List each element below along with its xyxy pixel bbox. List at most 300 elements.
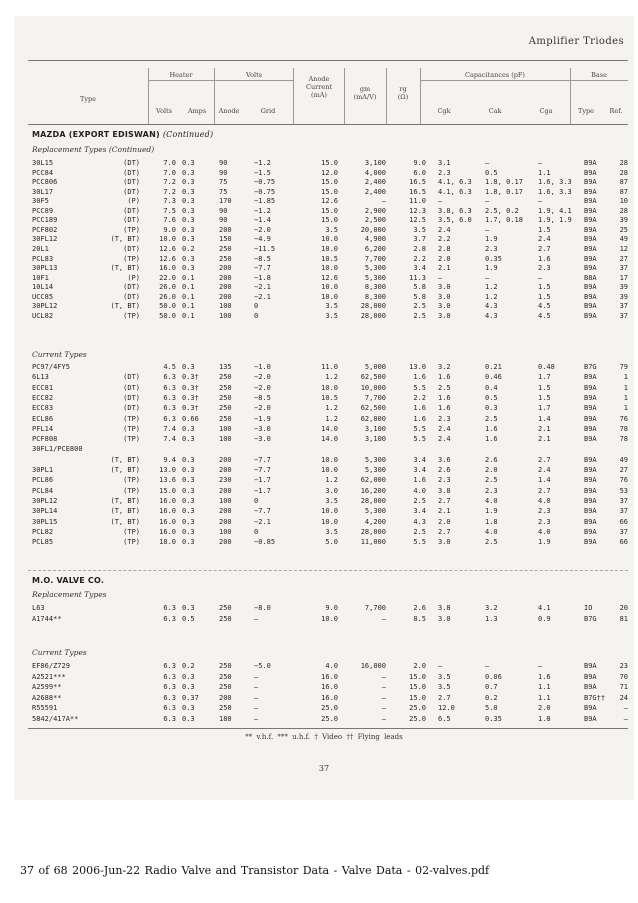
cell-class: (TP) (123, 311, 140, 320)
cell-type: PCC89 (32, 206, 54, 215)
cell-cgk: 2.4 (438, 435, 451, 444)
cell-ref: 25 (619, 225, 628, 234)
cell-rg: 1.6 (413, 373, 426, 382)
cell-cak: 5.0 (485, 704, 498, 713)
cell-rg: 4.0 (413, 486, 426, 495)
table-row (14, 715, 634, 725)
cell-gm: 7,700 (364, 254, 386, 263)
cell-base-type: IO (584, 604, 593, 612)
cell-base-type: B9A (584, 373, 597, 382)
cell-anode-volts: 90 (219, 159, 228, 167)
cell-heater-volts: 18.0 (159, 538, 176, 547)
cell-ref: 87 (619, 187, 628, 196)
cell-cgk: 1.6 (438, 373, 451, 382)
cell-ref: 39 (619, 216, 628, 225)
cell-base-type: B9A (584, 476, 597, 485)
cell-heater-amps: 0.3 (182, 254, 195, 263)
cell-gm: 5,300 (364, 264, 386, 273)
cell-cak: 0.21 (485, 363, 502, 371)
cell-type: A2521*** (32, 672, 66, 681)
cell-heater-amps: 0.3 (182, 264, 195, 273)
cell-class: (T, BT) (110, 264, 140, 273)
cell-gm: — (381, 672, 386, 681)
cell-cak: 1.2 (485, 283, 498, 292)
table-row (14, 476, 634, 486)
cell-gm: 4,000 (364, 168, 386, 177)
cell-rg: 2.6 (413, 604, 426, 612)
cell-ref: — (623, 715, 628, 723)
cell-grid-volts: −2.0 (254, 225, 271, 234)
cell-heater-volts: 7.2 (163, 178, 176, 187)
cell-anode-current: 10.0 (321, 244, 338, 253)
cell-heater-volts: 7.0 (163, 159, 176, 167)
cell-cak: 2.3 (485, 486, 498, 495)
cell-ref: 79 (619, 363, 628, 371)
col-divider (293, 68, 294, 124)
cell-type: A1744** (32, 615, 62, 623)
cell-class: (DT) (123, 216, 140, 225)
cell-cgk: 3.1 (438, 159, 451, 167)
cell-cak: 1.2 (485, 292, 498, 301)
cell-heater-volts: 6.3 (163, 662, 176, 670)
cell-cga: 1.9 (538, 538, 551, 547)
cell-cak: 2.5 (485, 476, 498, 485)
col-header-gm-1: gm (359, 85, 371, 93)
cell-ref: 17 (619, 273, 628, 282)
cell-heater-amps: 0.3 (182, 507, 195, 516)
cell-rg: 3.4 (413, 455, 426, 464)
cell-grid-volts: — (254, 715, 259, 723)
cell-cak: 1.9 (485, 235, 498, 244)
cell-rg: 11.3 (409, 273, 426, 282)
cell-heater-volts: 50.0 (159, 302, 176, 311)
cell-rg: 3.4 (413, 507, 426, 516)
cell-grid-volts: −3.0 (254, 435, 271, 444)
cell-grid-volts: −2.0 (254, 404, 271, 413)
cell-heater-amps: 0.2 (182, 244, 195, 253)
cell-cga: 1.1 (538, 693, 551, 702)
cell-rg: 6.0 (413, 168, 426, 177)
cell-cak: 3.2 (485, 604, 498, 612)
col-header-rg-2: (Ω) (397, 93, 409, 101)
cell-grid-volts: −7.7 (254, 466, 271, 474)
cell-type: ECC83 (32, 404, 54, 413)
cell-heater-amps: 0.3 (182, 235, 195, 244)
cell-gm: 2,900 (364, 206, 386, 215)
cell-ref: 49 (619, 235, 628, 244)
cell-grid-volts: −0.75 (254, 178, 276, 187)
cell-type: 6L13 (32, 373, 49, 382)
cell-ref: 10 (619, 197, 628, 206)
cell-type: 30FL12 (32, 235, 58, 244)
cell-heater-amps: 0.3 (182, 538, 195, 547)
table-row (14, 302, 634, 312)
col-header-anode-current-2: Current (305, 83, 333, 91)
table-row (14, 159, 634, 169)
cell-gm: 2,400 (364, 178, 386, 187)
cell-cga: 1.1 (538, 168, 551, 177)
cell-class: (TP) (123, 435, 140, 444)
cell-base-type: B9A (584, 517, 597, 526)
cell-gm: 16,000 (360, 662, 386, 670)
section-title-mo-valve (32, 576, 104, 585)
table-row (14, 538, 634, 548)
cell-anode-volts: 90 (219, 216, 228, 225)
cell-anode-volts: 250 (219, 615, 232, 623)
cell-anode-current: 12.6 (321, 273, 338, 282)
cell-base-type: B7G (584, 615, 597, 623)
group-title: Current Types (32, 350, 87, 359)
cell-anode-current: 16.0 (321, 672, 338, 681)
cell-anode-current: 1.2 (325, 404, 338, 413)
table-row (14, 673, 634, 683)
cell-ref: 76 (619, 414, 628, 423)
cell-cak: — (485, 273, 490, 282)
col-header-cga: Cga (539, 107, 553, 115)
cell-cak: 4.3 (485, 302, 498, 311)
cell-grid-volts: −2.1 (254, 292, 271, 301)
cell-heater-volts: 6.3 (163, 672, 176, 681)
cell-class: (TP) (123, 424, 140, 433)
cell-base-type: B9A (584, 455, 597, 464)
table-row (14, 363, 634, 373)
cell-base-type: B7G†† (584, 693, 606, 702)
col-header-base: Base (591, 71, 607, 79)
cell-anode-current: 3.5 (325, 302, 338, 311)
cell-grid-volts: −1.9 (254, 414, 271, 423)
cell-grid-volts: 0 (254, 496, 259, 505)
cell-gm: 16,200 (360, 486, 386, 495)
cell-cak: 0.46 (485, 373, 502, 382)
cell-heater-volts: 12.6 (159, 244, 176, 253)
cell-gm: 5,300 (364, 507, 386, 516)
cell-cgk: 3.5 (438, 683, 451, 692)
cell-cak: 2.0 (485, 466, 498, 474)
cell-rg: 1.6 (413, 404, 426, 413)
cell-anode-current: 10.0 (321, 292, 338, 301)
cell-rg: 4.3 (413, 517, 426, 526)
cell-heater-volts: 6.3 (163, 373, 176, 382)
cell-grid-volts: −2.1 (254, 517, 271, 526)
cell-class: (DT) (123, 393, 140, 402)
table-row (14, 384, 634, 394)
cell-cgk: 3.0 (438, 283, 451, 292)
cell-gm: 8,300 (364, 292, 386, 301)
table-row (14, 445, 634, 455)
cell-grid-volts: — (254, 672, 259, 681)
cell-anode-current: 14.0 (321, 424, 338, 433)
table-row (14, 487, 634, 497)
cell-grid-volts: −2.1 (254, 283, 271, 292)
cell-heater-amps: 0.3 (182, 159, 195, 167)
cell-ref: 37 (619, 264, 628, 273)
cell-grid-volts: −1.4 (254, 216, 271, 225)
table-row (14, 178, 634, 188)
cell-rg: 25.0 (409, 715, 426, 723)
cell-anode-volts: 250 (219, 704, 232, 713)
cell-grid-volts: — (254, 704, 259, 713)
cell-anode-current: 12.6 (321, 197, 338, 206)
cell-gm: 28,000 (360, 311, 386, 320)
cell-cak: — (485, 662, 490, 670)
cell-heater-amps: 0.1 (182, 292, 195, 301)
col-header-anode-current-1: Anode (308, 75, 330, 83)
cell-anode-volts: 100 (219, 527, 232, 536)
cell-ref: 70 (619, 672, 628, 681)
cell-grid-volts: −1.2 (254, 159, 271, 167)
cell-anode-volts: 250 (219, 414, 232, 423)
cell-cak: 1.8, 0.17 (485, 178, 523, 187)
cell-anode-current: 3.5 (325, 496, 338, 505)
cell-ref: 39 (619, 292, 628, 301)
cell-cak: 0.2 (485, 693, 498, 702)
cell-cgk: 6.5 (438, 715, 451, 723)
cell-cga: 2.0 (538, 704, 551, 713)
cell-anode-current: 15.0 (321, 206, 338, 215)
cell-ref: 66 (619, 517, 628, 526)
cell-grid-volts: — (254, 615, 259, 623)
col-header-base-type: Type (577, 107, 595, 115)
cell-base-type: B9A (584, 302, 597, 311)
table-row (14, 312, 634, 322)
cell-anode-current: 15.0 (321, 216, 338, 225)
cell-heater-amps: 0.3 (182, 225, 195, 234)
cell-base-type: B9A (584, 538, 597, 547)
cell-base-type: B8A (584, 273, 597, 282)
cell-cak: 0.06 (485, 672, 502, 681)
cell-cga: 1.5 (538, 292, 551, 301)
cell-cak: 4.0 (485, 496, 498, 505)
cell-anode-current: 10.0 (321, 235, 338, 244)
cell-cak: 2.5, 0.2 (485, 206, 519, 215)
cell-cga: 2.3 (538, 507, 551, 516)
cell-rg: 5.8 (413, 292, 426, 301)
cell-rg: 16.5 (409, 187, 426, 196)
cell-type: 30FL1/PCE800 (32, 445, 83, 454)
cell-heater-amps: 0.3 (182, 363, 195, 371)
cell-grid-volts: −1.7 (254, 476, 271, 485)
col-header-rg-1: rg (399, 85, 407, 93)
cell-cak: 0.4 (485, 383, 498, 392)
cell-cak: 1.3 (485, 615, 498, 623)
cell-heater-volts: 12.6 (159, 254, 176, 263)
cell-ref: 1 (623, 373, 628, 382)
table-row (14, 283, 634, 293)
cell-type: 30L15 (32, 159, 54, 167)
cell-rg: 2.8 (413, 244, 426, 253)
cell-ref: 78 (619, 435, 628, 444)
cell-cga: 1.6 (538, 254, 551, 263)
cell-anode-current: 1.2 (325, 414, 338, 423)
cell-gm: 28,000 (360, 496, 386, 505)
table-row (14, 293, 634, 303)
cell-class: (DT) (123, 383, 140, 392)
cell-ref: 39 (619, 283, 628, 292)
cell-heater-volts: 15.0 (159, 486, 176, 495)
cell-cak: 0.35 (485, 715, 502, 723)
cell-anode-volts: 250 (219, 672, 232, 681)
cell-heater-volts: 6.3 (163, 693, 176, 702)
cell-heater-amps: 0.3 (182, 178, 195, 187)
table-row (14, 255, 634, 265)
cell-class: (T, BT) (110, 496, 140, 505)
cell-heater-volts: 6.3 (163, 683, 176, 692)
cell-heater-volts: 7.6 (163, 216, 176, 225)
col-header-type: Type (79, 95, 97, 103)
cell-cak: 1.9 (485, 264, 498, 273)
table-row (14, 373, 634, 383)
cell-rg: 2.5 (413, 527, 426, 536)
table-row (14, 245, 634, 255)
cell-heater-amps: 0.3† (182, 383, 199, 392)
cell-cgk: 4.1, 6.3 (438, 187, 472, 196)
cell-anode-current: 1.2 (325, 476, 338, 485)
cell-class: (T, BT) (110, 507, 140, 516)
cell-type: L63 (32, 604, 45, 612)
cell-gm: 4,900 (364, 235, 386, 244)
cell-cak: 2.6 (485, 455, 498, 464)
cell-cga: 1.6 (538, 672, 551, 681)
cell-anode-current: 10.0 (321, 517, 338, 526)
cell-type: 30PL15 (32, 517, 58, 526)
col-divider (148, 68, 149, 124)
cell-heater-amps: 0.3 (182, 187, 195, 196)
header-sub-rule (148, 80, 293, 81)
cell-rg: 3.4 (413, 466, 426, 474)
cell-cgk: 2.1 (438, 264, 451, 273)
cell-anode-current: 4.0 (325, 662, 338, 670)
cell-heater-volts: 6.3 (163, 615, 176, 623)
col-header-anode: Anode (218, 107, 240, 115)
cell-anode-current: 16.0 (321, 683, 338, 692)
cell-anode-current: 10.0 (321, 383, 338, 392)
pdf-footer: 37 of 68 2006-Jun-22 Radio Valve and Transistor Data - Valve Data - 02-valves.pdf (20, 864, 490, 877)
cell-base-type: B9A (584, 292, 597, 301)
cell-heater-volts: 7.0 (163, 168, 176, 177)
cell-base-type: B9A (584, 283, 597, 292)
cell-cgk: 2.3 (438, 168, 451, 177)
cell-ref: 28 (619, 206, 628, 215)
cell-grid-volts: — (254, 683, 259, 692)
col-header-anode-current-3: (mA) (311, 91, 327, 99)
col-divider (570, 68, 571, 124)
col-header-volts: Volts (155, 107, 173, 115)
cell-cga: 4.5 (538, 311, 551, 320)
cell-ref: 78 (619, 424, 628, 433)
cell-type: 30L17 (32, 187, 54, 196)
cell-grid-volts: −1.0 (254, 363, 271, 371)
cell-grid-volts: 0 (254, 311, 259, 320)
cell-heater-amps: 0.1 (182, 302, 195, 311)
cell-anode-volts: 250 (219, 604, 232, 612)
table-row (14, 274, 634, 284)
cell-type: A2688** (32, 693, 62, 702)
cell-grid-volts: −1.2 (254, 206, 271, 215)
col-divider (420, 68, 421, 124)
cell-type: 5842/417A** (32, 715, 79, 723)
cell-cga: 1.9, 4.1 (538, 206, 572, 215)
cell-type: 30F5 (32, 197, 49, 206)
cell-base-type: B9A (584, 683, 597, 692)
cell-cga: 2.7 (538, 486, 551, 495)
cell-base-type: B9A (584, 466, 597, 474)
cell-type: PC97/4FY5 (32, 363, 70, 371)
cell-cga: 4.5 (538, 302, 551, 311)
table-row (14, 235, 634, 245)
cell-cgk: 2.7 (438, 496, 451, 505)
cell-base-type: B7G (584, 363, 597, 371)
cell-cgk: 4.1, 6.3 (438, 178, 472, 187)
cell-heater-amps: 0.3 (182, 168, 195, 177)
cell-ref: 37 (619, 507, 628, 516)
cell-ref: 49 (619, 455, 628, 464)
cell-class: (DT) (123, 292, 140, 301)
cell-grid-volts: −7.7 (254, 507, 271, 516)
cell-anode-volts: 230 (219, 476, 232, 485)
cell-gm: — (381, 197, 386, 206)
col-divider (344, 68, 345, 124)
cell-ref: 76 (619, 476, 628, 485)
cell-cgk: 2.5 (438, 383, 451, 392)
col-divider (386, 68, 387, 124)
cell-cgk: 1.6 (438, 404, 451, 413)
table-row (14, 264, 634, 274)
cell-base-type: B9A (584, 178, 597, 187)
cell-grid-volts: −8.5 (254, 254, 271, 263)
cell-heater-amps: 0.3 (182, 424, 195, 433)
cell-cga: 2.4 (538, 466, 551, 474)
cell-anode-volts: 200 (219, 225, 232, 234)
cell-heater-amps: 0.1 (182, 283, 195, 292)
cell-heater-volts: 7.5 (163, 206, 176, 215)
cell-anode-volts: 200 (219, 517, 232, 526)
table-row (14, 415, 634, 425)
cell-cgk: 2.7 (438, 693, 451, 702)
cell-cak: 1.8, 0.17 (485, 187, 523, 196)
table-row (14, 425, 634, 435)
cell-cak: 1.7, 0.18 (485, 216, 523, 225)
cell-gm: 3,100 (364, 435, 386, 444)
table-row (14, 662, 634, 672)
cell-cak: 0.3 (485, 404, 498, 413)
cell-heater-amps: 0.3 (182, 672, 195, 681)
cell-heater-volts: 16.0 (159, 264, 176, 273)
cell-cga: 1.5 (538, 225, 551, 234)
cell-cga: — (538, 662, 543, 670)
cell-class: (T, BT) (110, 302, 140, 311)
cell-ref: 12 (619, 244, 628, 253)
cell-class: (TP) (123, 486, 140, 495)
cell-heater-volts: 6.3 (163, 715, 176, 723)
cell-rg: 11.0 (409, 197, 426, 206)
table-row (14, 226, 634, 236)
cell-rg: 2.5 (413, 311, 426, 320)
cell-gm: 20,000 (360, 225, 386, 234)
cell-grid-volts: −3.0 (254, 424, 271, 433)
cell-cgk: 2.2 (438, 235, 451, 244)
cell-grid-volts: −2.0 (254, 373, 271, 382)
cell-heater-volts: 50.0 (159, 311, 176, 320)
cell-heater-amps: 0.3 (182, 517, 195, 526)
cell-heater-volts: 9.4 (163, 455, 176, 464)
cell-cgk: 3.8, 6.3 (438, 206, 472, 215)
group-title: Replacement Types (Continued) (32, 145, 155, 154)
cell-class: (P) (127, 197, 140, 206)
cell-cga: 1.7 (538, 373, 551, 382)
cell-heater-volts: 9.0 (163, 225, 176, 234)
cell-anode-volts: 200 (219, 292, 232, 301)
cell-type: PCL83 (32, 254, 54, 263)
